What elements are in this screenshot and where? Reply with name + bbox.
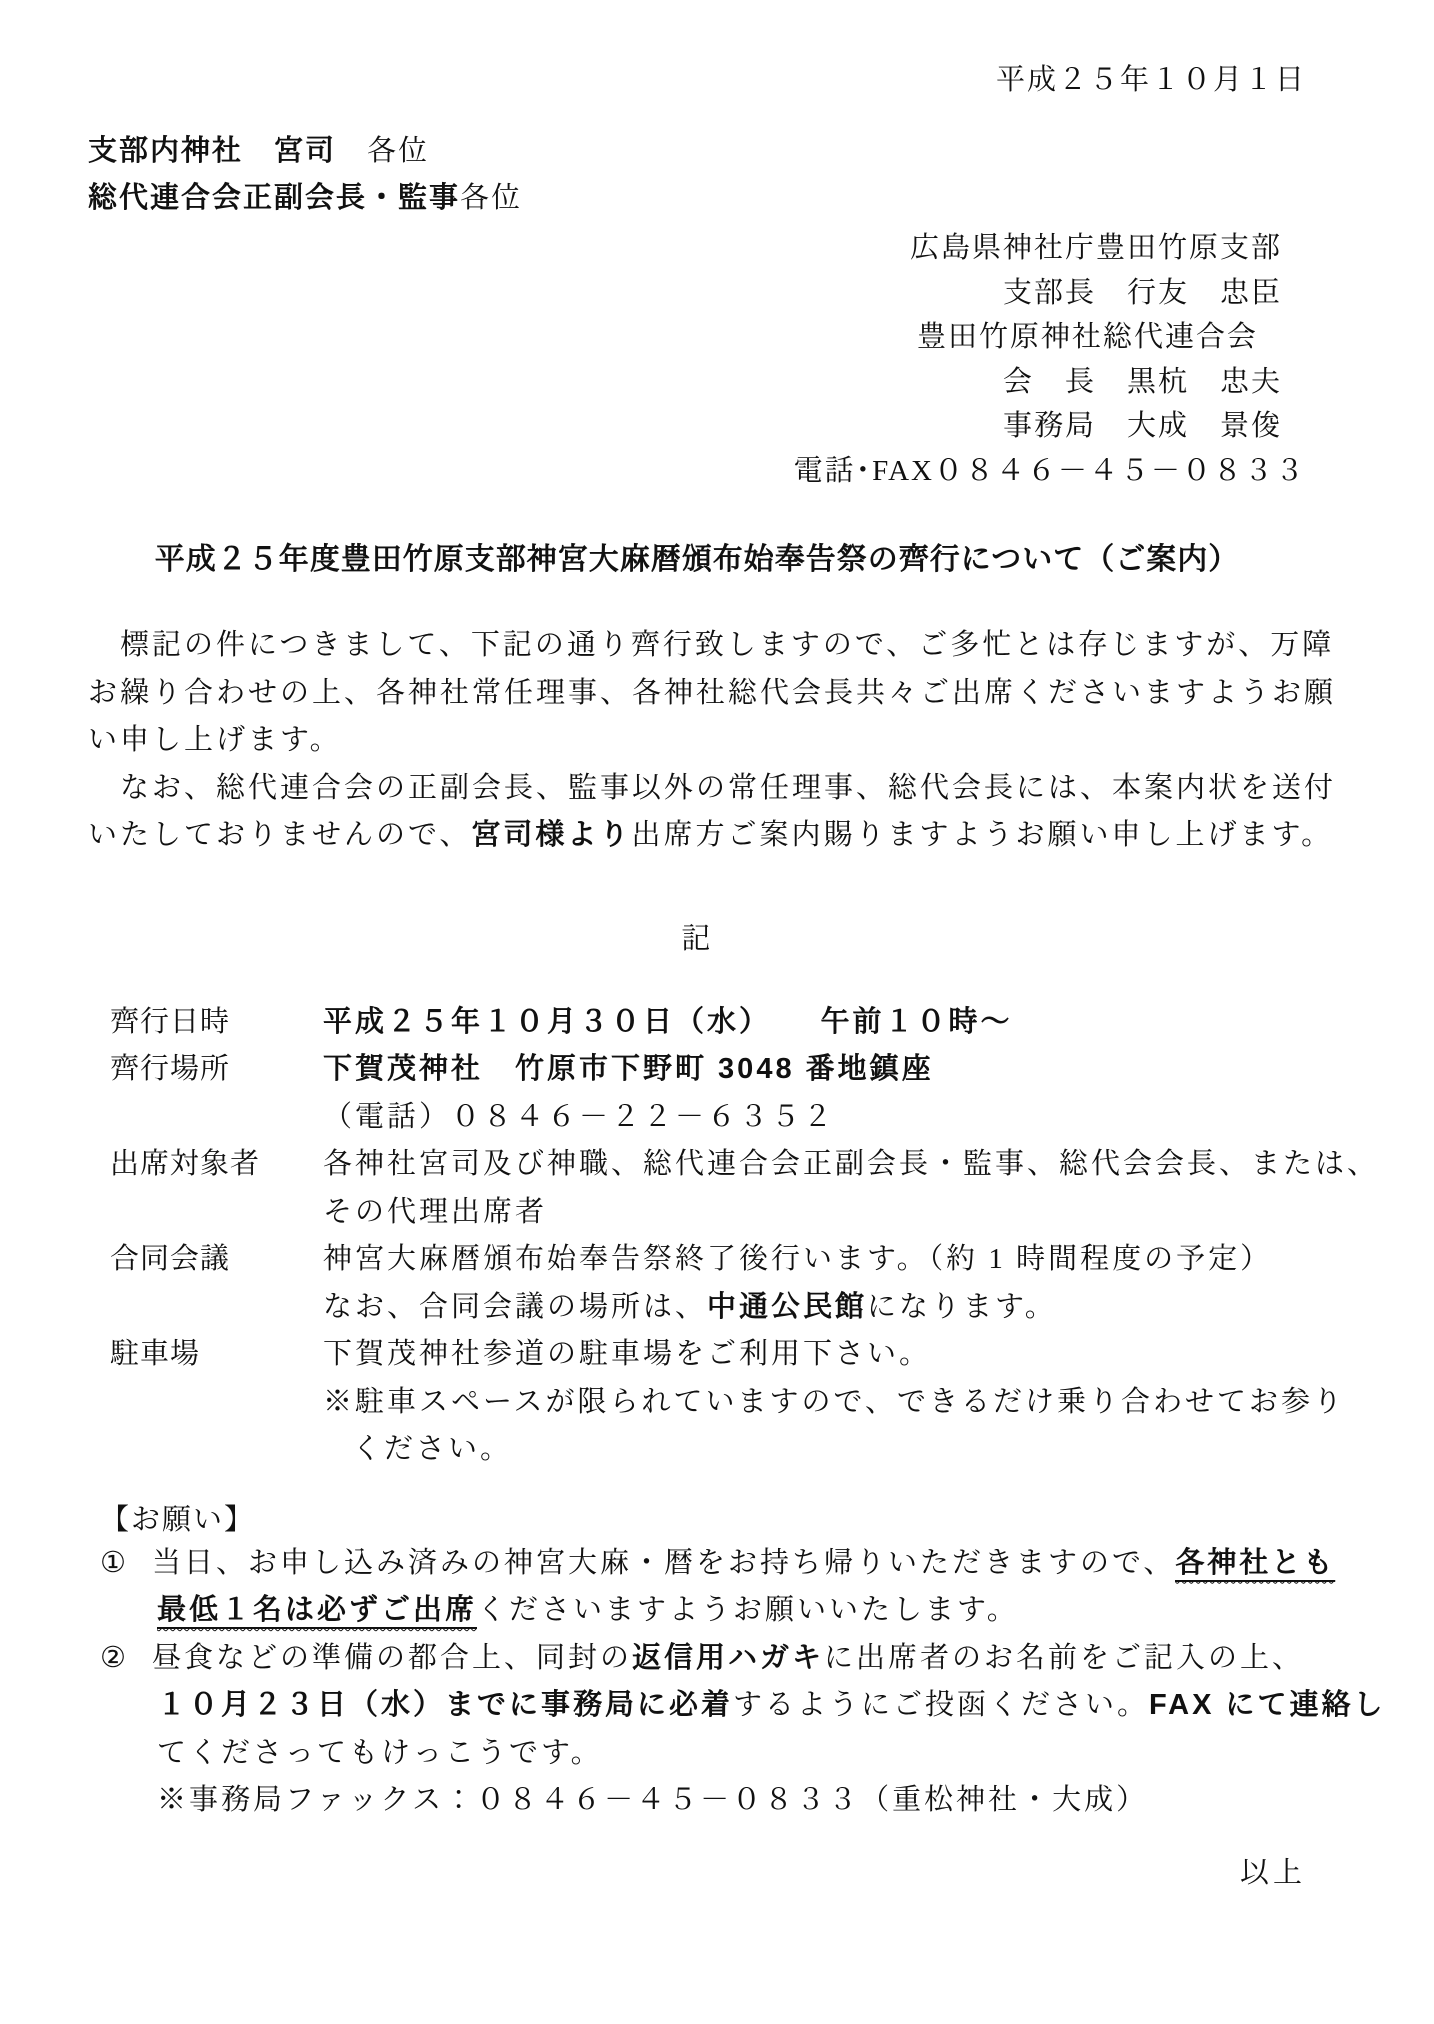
closing-ijou: 以上 xyxy=(1239,1856,1306,1889)
addressee-shrines-suffix: 各位 xyxy=(336,135,430,167)
detail-label-attendees: 出席対象者 xyxy=(110,1148,261,1180)
intro-p2-line2-pre: いたしておりませんので、 xyxy=(88,819,472,851)
addressee-representatives-suffix: 各位 xyxy=(460,182,523,214)
intro-p1-line1: 標記の件につきまして、下記の通り齊行致しますので、ご多忙とは存じますが、万障 xyxy=(88,629,1335,661)
intro-p2-line2 xyxy=(88,812,1334,860)
addressee-representatives-bold: 総代連合会正副会長・監事 xyxy=(88,182,461,214)
intro-paragraph-1 xyxy=(88,622,1337,765)
sender-secretariat: 事務局 大成 景俊 xyxy=(1002,410,1282,442)
request-item2-line1-bold: 返信用ハガキ xyxy=(632,1641,825,1674)
request-item2-line2 xyxy=(88,1682,1386,1730)
intro-p1-line2: お繰り合わせの上、各神社常任理事、各神社総代会長共々ご出席くださいますようお願 xyxy=(88,676,1337,709)
requests-list xyxy=(88,1540,1386,1825)
detail-row-meeting-cont xyxy=(88,1284,1306,1332)
request-item2-line2-bold1: １０月２３日（水）までに事務局に必着 xyxy=(157,1689,734,1721)
detail-row-parking xyxy=(88,1331,1306,1379)
detail-row-parking-note1 xyxy=(88,1379,1345,1427)
letter-title: 平成２５年度豊田竹原支部神宮大麻暦頒布始奉告祭の齊行について（ご案内） xyxy=(154,543,1240,576)
detail-row-attendees xyxy=(88,1141,1380,1189)
sender-org-branch: 広島県神社庁豊田竹原支部 xyxy=(909,232,1282,264)
addressee-line-representatives xyxy=(88,175,1306,222)
detail-row-parking-note2 xyxy=(88,1426,1306,1474)
request-item2-fax-note-text: ※事務局ファックス：０８４６－４５－０８３３（重松神社・大成） xyxy=(157,1784,1149,1816)
detail-value-place: 下賀茂神社 竹原市下野町 3048 番地鎮座 xyxy=(323,1053,934,1085)
request-item2-line3 xyxy=(88,1730,1306,1778)
detail-value-schedule: 平成２５年１０月３０日（水） 午前１０時～ xyxy=(323,1005,1013,1038)
request-item2-line2-mid: するようにご投函ください。 xyxy=(733,1689,1150,1721)
detail-label-place: 齊行場所 xyxy=(110,1053,231,1085)
sender-federation-president: 会 長 黒杭 忠夫 xyxy=(1002,365,1282,398)
sender-block xyxy=(88,226,1306,493)
detail-value-attendees-2: その代理出席者 xyxy=(323,1195,548,1228)
intro-p2-line1: なお、総代連合会の正副会長、監事以外の常任理事、総代会長には、本案内状を送付 xyxy=(88,771,1337,804)
intro-paragraph-2 xyxy=(88,765,1337,860)
requests-heading: 【お願い】 xyxy=(100,1503,256,1536)
details-list xyxy=(88,999,1380,1474)
detail-label-parking: 駐車場 xyxy=(110,1338,201,1370)
sender-org-federation: 豊田竹原神社総代連合会 xyxy=(916,321,1258,353)
detail-value-attendees-1: 各神社宮司及び神職、総代連合会正副会長・監事、総代会会長、または、 xyxy=(323,1148,1380,1180)
request-item2-line1-post: に出席者のお名前をご記入の上、 xyxy=(824,1641,1305,1674)
detail-row-schedule xyxy=(88,999,1306,1047)
request-item1-marker: ① xyxy=(100,1546,126,1579)
sender-phone-fax: 電話･FAX０８４６－４５－０８３３ xyxy=(793,454,1306,487)
intro-p2-line2-bold: 宮司様より xyxy=(471,819,632,851)
detail-value-parking-note1: ※駐車スペースが限られていますので、できるだけ乗り合わせてお参り xyxy=(323,1385,1345,1418)
addressee-block xyxy=(88,128,1306,222)
document-date: 平成２５年１０月１日 xyxy=(995,64,1306,96)
detail-value-meeting-1: 神宮大麻暦頒布始奉告祭終了後行います。（約 1 時間程度の予定） xyxy=(323,1243,1273,1275)
request-item2-marker: ② xyxy=(100,1641,126,1674)
detail-row-attendees-cont xyxy=(88,1189,1306,1237)
intro-p2-line2-post: 出席方ご案内賜りますようお願い申し上げます。 xyxy=(631,819,1334,851)
request-item1-line2-post: くださいますようお願いいたします。 xyxy=(477,1594,1019,1626)
detail-label-schedule: 齊行日時 xyxy=(110,1005,231,1038)
request-item2-fax-note xyxy=(88,1777,1306,1825)
intro-p1-line3: い申し上げます。 xyxy=(88,724,342,756)
request-item1-line1-pre: 当日、お申し込み済みの神宮大麻・暦をお持ち帰りいただきますので、 xyxy=(152,1546,1176,1579)
request-item2-line1 xyxy=(88,1635,1306,1683)
detail-value-parking-note2: ください。 xyxy=(352,1433,513,1465)
request-item2-line2-bold2: FAX にて連絡し xyxy=(1149,1689,1386,1721)
detail-value-place-phone: （電話）０８４６－２２－６３５２ xyxy=(323,1100,836,1133)
detail-value-meeting-2-pre: なお、合同会議の場所は、 xyxy=(323,1290,708,1323)
sender-branch-chief: 支部長 行友 忠臣 xyxy=(1002,276,1282,309)
request-item1-line2-emphasis: 最低１名は必ずご出席 xyxy=(157,1594,477,1629)
detail-row-place-phone xyxy=(88,1094,1306,1142)
request-item1-line1 xyxy=(88,1540,1336,1588)
addressee-line-shrines xyxy=(88,128,1306,175)
detail-value-meeting-2-bold: 中通公民館 xyxy=(707,1290,868,1323)
detail-row-place xyxy=(88,1046,1306,1094)
detail-value-meeting-2-post: になります。 xyxy=(867,1290,1057,1323)
detail-row-meeting xyxy=(88,1236,1306,1284)
request-item2-line3-text: てくださってもけっこうです。 xyxy=(157,1736,603,1769)
ki-marker: 記 xyxy=(681,922,713,955)
detail-value-parking-1: 下賀茂神社参道の駐車場をご利用下さい。 xyxy=(323,1338,932,1370)
request-item1-line2 xyxy=(88,1587,1306,1635)
request-item2-line1-pre: 昼食などの準備の都合上、同封の xyxy=(152,1641,633,1674)
request-item1-line1-emphasis: 各神社とも xyxy=(1175,1547,1335,1582)
addressee-shrines-bold: 支部内神社 宮司 xyxy=(88,135,337,167)
detail-label-meeting: 合同会議 xyxy=(110,1243,231,1275)
